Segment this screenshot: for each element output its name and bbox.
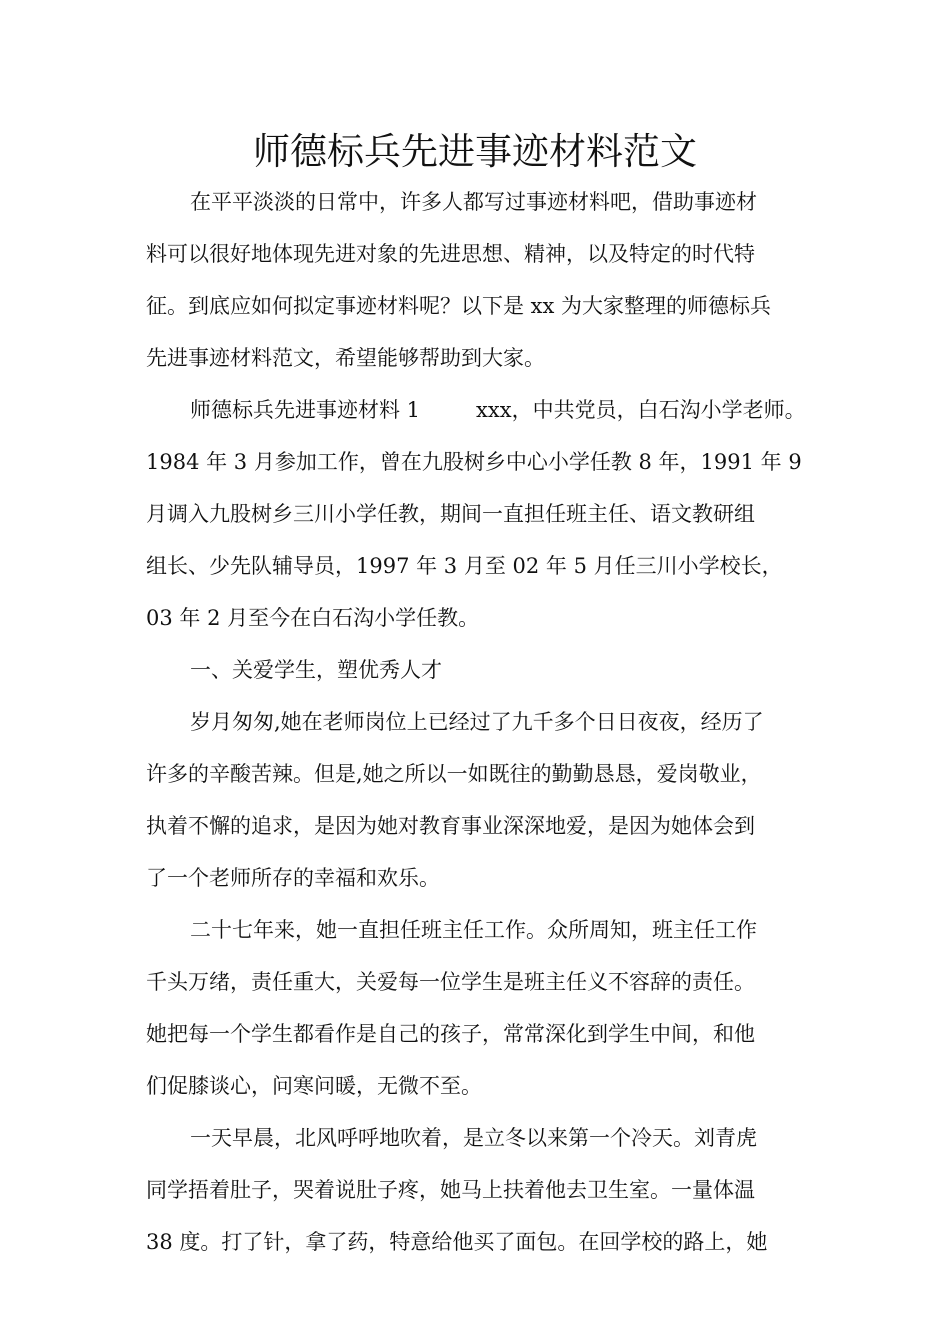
section-heading-line	[146, 384, 810, 436]
material-heading: 师德标兵先进事迹材料 1	[190, 398, 421, 422]
paragraph-line: 1984 年 3 月参加工作，曾在九股树乡中心小学任教 8 年，1991 年 9	[146, 450, 802, 474]
paragraph-line: 38 度。打了针，拿了药，特意给他买了面包。在回学校的路上，她	[146, 1230, 768, 1254]
paragraph-line: 们促膝谈心，问寒问暖，无微不至。	[146, 1074, 482, 1098]
paragraph-line: 岁月匆匆,她在老师岗位上已经过了九千多个日日夜夜，经历了	[190, 710, 764, 734]
paragraph-line: 月调入九股树乡三川小学任教，期间一直担任班主任、语文教研组	[146, 502, 755, 526]
paragraph-line: 03 年 2 月至今在白石沟小学任教。	[146, 606, 480, 630]
section-heading: 一、关爱学生，塑优秀人才	[190, 658, 442, 682]
paragraph-line: 二十七年来，她一直担任班主任工作。众所周知，班主任工作	[190, 918, 757, 942]
paragraph-line: 先进事迹材料范文，希望能够帮助到大家。	[146, 346, 545, 370]
paragraph-line: 一天早晨，北风呼呼地吹着，是立冬以来第一个冷天。刘青虎	[190, 1126, 757, 1150]
paragraph-line: 同学捂着肚子，哭着说肚子疼，她马上扶着他去卫生室。一量体温	[146, 1178, 755, 1202]
paragraph-line: 组长、少先队辅导员，1997 年 3 月至 02 年 5 月任三川小学校长，	[146, 554, 783, 578]
paragraph-text: xxx，中共党员，白石沟小学老师。	[476, 398, 806, 422]
paragraph-line: 征。到底应如何拟定事迹材料呢？以下是 xx 为大家整理的师德标兵	[146, 294, 772, 318]
paragraph-line: 千头万绪，责任重大，关爱每一位学生是班主任义不容辞的责任。	[146, 970, 755, 994]
document-title: 师德标兵先进事迹材料范文	[253, 130, 697, 173]
paragraph-line: 了一个老师所存的幸福和欢乐。	[146, 866, 440, 890]
document-body	[146, 176, 810, 1268]
paragraph-line: 她把每一个学生都看作是自己的孩子，常常深化到学生中间，和他	[146, 1022, 755, 1046]
paragraph-line: 料可以很好地体现先进对象的先进思想、精神，以及特定的时代特	[146, 242, 755, 266]
paragraph-line: 许多的辛酸苦辣。但是,她之所以一如既往的勤勤恳恳，爱岗敬业，	[146, 762, 762, 786]
paragraph-line: 执着不懈的追求，是因为她对教育事业深深地爱，是因为她体会到	[146, 814, 755, 838]
paragraph-line: 在平平淡淡的日常中，许多人都写过事迹材料吧，借助事迹材	[190, 190, 757, 214]
